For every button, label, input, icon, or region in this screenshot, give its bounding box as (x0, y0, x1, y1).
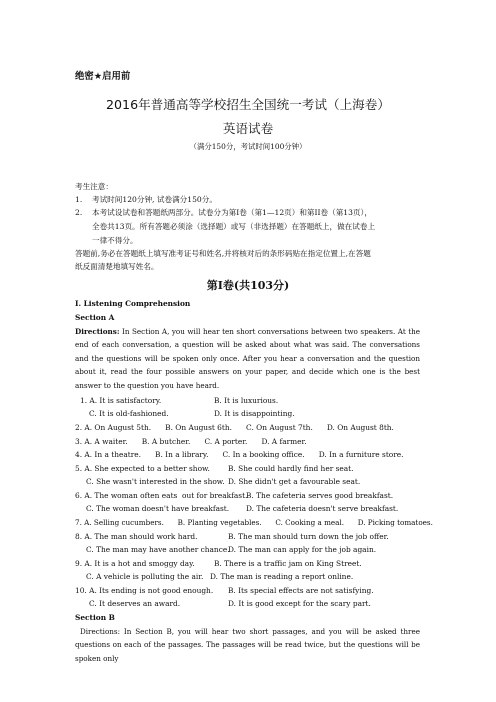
q1-a-b-left: 1. A. It is satisfactory. (80, 396, 162, 405)
q5-a: 5. A. She expected to a better show. (75, 464, 210, 473)
score-time-note: （满分150分，考试时间100分钟） (189, 142, 307, 151)
confidential-label: 绝密★启用前 (75, 71, 131, 82)
q8-d: D. The man can apply for the job again. (228, 545, 377, 554)
directions-label: Directions: (75, 327, 120, 336)
note-2-line3: 一律不得分。 (92, 236, 138, 245)
q10-c: C. It deserves an award. (89, 599, 181, 608)
q1-a-b-right: B. It is luxurious. (214, 396, 279, 405)
q4: 4. A. In a theatre. B. In a library. C. In a booking office. D. In a furniture store. (75, 450, 404, 459)
note-2-num: 2. (75, 208, 83, 217)
q6-c: C. The woman doesn't have breakfast. (86, 504, 230, 513)
section-a-directions (75, 325, 420, 392)
q9-c: C. A vehicle is polluting the air. (86, 572, 204, 581)
q6-a: 6. A. The woman often eats out for breakfast. (75, 491, 248, 500)
q2: 2. A. On August 5th. B. On August 6th. C. On August 7th. D. On August 8th. (75, 423, 394, 432)
q5-b: B. She could hardly find her seat. (228, 464, 354, 473)
q1-d: D. It is disappointing. (214, 409, 295, 418)
q5-c: C. She wasn't interested in the show. (86, 477, 225, 486)
q8-a: 8. A. The man should work hard. (75, 532, 198, 541)
notes-tail-line1: 答题前,务必在答题纸上填写准考证号和姓名,并将核对后的条形码贴在指定位置上,在答题 (75, 249, 371, 258)
q9-a: 9. A. It is a hot and smoggy day. (75, 559, 195, 568)
q8-b: B. The man should turn down the job offer. (228, 532, 389, 541)
exam-title: 2016年普通高等学校招生全国统一考试（上海卷） (106, 97, 390, 112)
note-1-num: 1. (75, 195, 83, 204)
part1-heading: 第I卷(共103分) (206, 279, 290, 292)
q10-a: 10. A. Its ending is not good enough. (75, 586, 214, 595)
q3: 3. A. A waiter. B. A butcher. C. A porter. D. A farmer. (75, 437, 307, 446)
note-2-line1: 本考试设试卷和答题纸两部分。试卷分为第I卷（第1—12页）和第II卷（第13页）， (92, 208, 372, 217)
q9-b: B. There is a traffic jam on King Street. (214, 559, 362, 568)
q10-d: D. It is good except for the scary part. (228, 599, 371, 608)
section-a-heading: Section A (75, 313, 115, 322)
q8-c: C. The man may have another chance. (86, 545, 230, 554)
subject-title: 英语试卷 (222, 121, 274, 136)
q9-d: D. The man is reading a report online. (210, 572, 354, 581)
note-2-line2: 全卷共13页。所有答题必须涂（选择题）或写（非选择题）在答题纸上，做在试卷上 (92, 222, 376, 231)
note-1-text: 考试时间120分钟, 试卷满分150分。 (92, 195, 217, 204)
q6-d: D. The cafeteria doesn't serve breakfast. (246, 504, 399, 513)
notes-heading: 考生注意： (75, 182, 113, 191)
q5-d: D. She didn't get a favourable seat. (228, 477, 361, 486)
q7: 7. A. Selling cucumbers. B. Planting vegetables. C. Cooking a meal. D. Picking tomatoes. (75, 518, 433, 527)
q10-b: B. Its special effects are not satisfying. (228, 586, 374, 595)
q6-b: B. The cafeteria serves good breakfast. (246, 491, 394, 500)
q1-c: C. It is old-fashioned. (89, 409, 169, 418)
section-b-directions: Directions: In Section B, you will hear two short passages, and you will be asked three questions on each of the passages. The passages will be read twice, but the questions will be spoken only (75, 627, 420, 663)
notes-tail-line2: 纸反面清楚地填写姓名。 (75, 262, 159, 271)
directions-text: In Section A, you will hear ten short conversations between two speakers. At the end of each conversation, a question will be asked about what was said. The conversations and the questions will be spoken only once. After you hear a conversation and the question about it, read the four possible answers on your paper, and decide which one is the best answer to the question you have heard. (75, 327, 420, 390)
section-listening: I. Listening Comprehension (75, 299, 191, 308)
section-b-heading: Section B (75, 613, 115, 622)
